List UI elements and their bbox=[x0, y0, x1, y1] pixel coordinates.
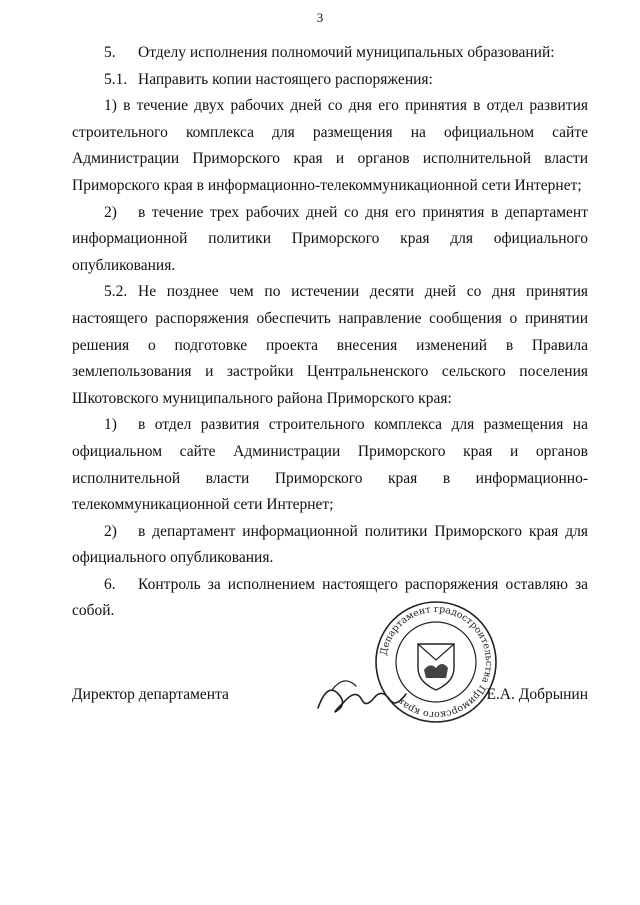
paragraph-5-2-item-1 bbox=[72, 412, 588, 518]
paragraph-text: в департамент информационной политики Приморского края для официального опубликования. bbox=[72, 522, 588, 567]
stamp-text: Департамент градостроительства Приморского края bbox=[378, 603, 495, 721]
paragraph-number: 6. bbox=[104, 575, 116, 593]
paragraph-text: Отделу исполнения полномочий муниципальных образований: bbox=[138, 44, 555, 61]
paragraph-number: 5.1. bbox=[104, 70, 128, 88]
paragraph-text: Направить копии настоящего распоряжения: bbox=[138, 70, 433, 88]
paragraph-number: 2) bbox=[104, 522, 117, 540]
paragraph-number: 1) bbox=[104, 416, 117, 434]
paragraph-6 bbox=[72, 572, 588, 625]
paragraph-5-2-item-2 bbox=[72, 519, 588, 572]
paragraph-5-1-item-1 bbox=[72, 93, 588, 199]
paragraph-text: в течение трех рабочих дней со дня его принятия в департамент информационной политики Приморского края для официального опубликования. bbox=[72, 203, 588, 274]
paragraph-number: 5. bbox=[104, 44, 116, 61]
paragraph-5-1-item-2 bbox=[72, 200, 588, 280]
signatory-name: Е.А. Добрынин bbox=[486, 686, 588, 703]
paragraph-5-1 bbox=[72, 67, 588, 94]
signatory-position: Директор департамента bbox=[72, 686, 229, 703]
paragraph-text: Контроль за исполнением настоящего распоряжения оставляю за собой. bbox=[72, 575, 588, 620]
paragraph-text: 1) в течение двух рабочих дней со дня его принятия в отдел развития строительного комплекса для размещения на официальном сайте Администрации Приморского края и органов исполнительной власти Приморского края в информационно-телекоммуникационной сети Интернет; bbox=[72, 97, 588, 194]
paragraph-number: 2) bbox=[104, 203, 117, 221]
paragraph-number: 5.2. bbox=[104, 283, 128, 301]
page-number: 3 bbox=[316, 10, 324, 25]
handwritten-signature bbox=[310, 660, 410, 720]
paragraph-text: в отдел развития строительного комплекса для размещения на официальном сайте Администрации Приморского края и органов исполнительной власти Приморского края в информационно-телекоммуникационной сети Интернет; bbox=[72, 416, 588, 514]
document-body bbox=[72, 40, 588, 625]
coat-of-arms-icon bbox=[418, 644, 454, 690]
paragraph-text: Не позднее чем по истечении десяти дней со дня принятия настоящего распоряжения обеспечить направление сообщения о принятии решения о подготовке проекта внесения изменений в Правила землепользования и застройки Центральненского сельского поселения Шкотовского муниципального района Приморского края: bbox=[72, 283, 588, 407]
paragraph-5-2 bbox=[72, 279, 588, 412]
paragraph-5 bbox=[72, 40, 588, 67]
